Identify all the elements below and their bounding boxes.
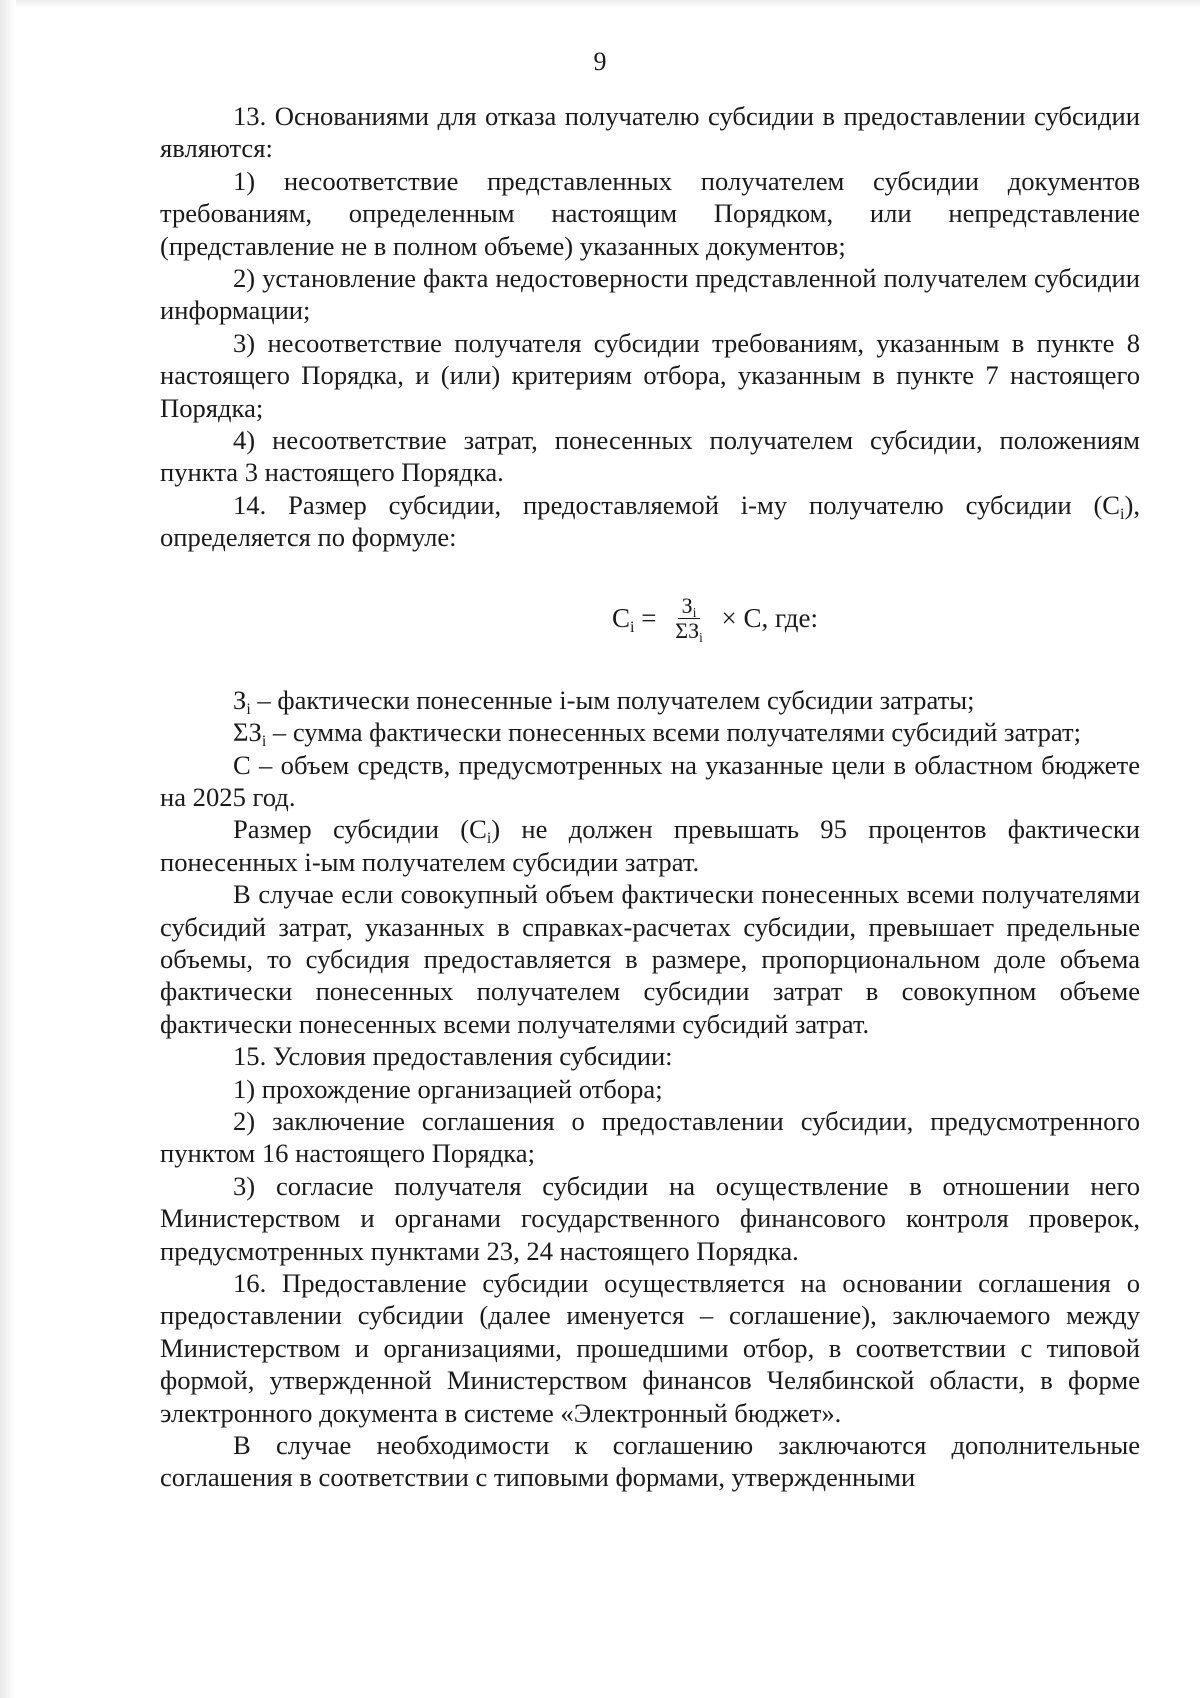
paragraph-15-item-2: 2) заключение соглашения о предоставлении субсидии, предусмотренного пунктом 16 настоящего Порядка;: [160, 1105, 1140, 1169]
paragraph-15-item-1: 1) прохождение организацией отбора;: [233, 1073, 663, 1104]
paragraph-15-heading: 15. Условия предоставления субсидии:: [233, 1041, 673, 1072]
page-number: 9: [593, 47, 607, 76]
paragraph-13-item-1: 1) несоответствие представленных получателем субсидии документов требованиям, определенным настоящим Порядком, или непредставление (представление не в полном объеме) указанных документов;: [160, 165, 1140, 261]
formula-equals: =: [634, 603, 664, 634]
formula-numerator: $З_i$: [678, 594, 701, 619]
paragraph-14-text-start: 14. Размер субсидии, предоставляемой i-му получателю субсидии (С: [233, 489, 1121, 520]
paragraph-14-subscript: i: [1120, 505, 1125, 523]
formula-lhs: $С_i$: [612, 603, 635, 637]
paragraph-size-limit: Размер субсидии $(С_i)$ не должен превышать 95 процентов фактически понесенных i-ым получателем субсидии затрат.: [160, 814, 1140, 877]
formula-rhs: × С, где:: [714, 603, 818, 634]
paragraph-16: 16. Предоставление субсидии осуществляется на основании соглашения о предоставлении субсидии (далее именуется – соглашение), заключаемого между Министерством и организациями, прошедшими отбор, в соответствии с типовой формой, утвержденной Министерством финансов Челябинской области, в форме электронного документа в системе «Электронный бюджет».: [160, 1268, 1140, 1428]
subsidy-formula: [160, 554, 1140, 684]
paragraph-14: [160, 489, 1140, 554]
paragraph-13-item-3: 3) несоответствие получателя субсидии требованиям, указанным в пункте 8 настоящего Порядка, и (или) критериям отбора, указанным в пункте 7 настоящего Порядка;: [160, 327, 1140, 423]
paragraph-14-text-end: ), определяется по формуле:: [160, 489, 1140, 553]
definition-sum-z-i: $\Sigma З_i$ – сумма фактически понесенных всеми получателями субсидий затрат;: [233, 717, 1082, 750]
formula-fraction: [671, 593, 707, 646]
scan-shadow-left: [0, 0, 16, 1698]
paragraph-13-item-4: 4) несоответствие затрат, понесенных получателем субсидии, положениям пункта 3 настоящего Порядка.: [160, 425, 1140, 488]
definition-c: С – объем средств, предусмотренных на указанные цели в областном бюджете на 2025 год.: [160, 749, 1140, 812]
scan-shadow-top: [0, 0, 1200, 8]
paragraph-additional-agreements: В случае необходимости к соглашению заключаются дополнительные соглашения в соответствии с типовыми формами, утвержденными: [160, 1430, 1140, 1493]
paragraph-proportional-reduction: В случае если совокупный объем фактически понесенных всеми получателями субсидий затрат, указанных в справках-расчетах субсидии, превышает предельные объемы, то субсидия предоставляется в размере, пропорциональном доле объема фактически понесенных получателем субсидии затрат в совокупном объеме фактически понесенных всеми получателями субсидий затрат.: [160, 879, 1140, 1039]
paragraph-13-item-2: 2) установление факта недостоверности представленной получателем субсидии информации;: [160, 263, 1140, 326]
paragraph-13-heading: 13. Основаниями для отказа получателю субсидии в предоставлении субсидии являются:: [160, 101, 1140, 164]
formula-denominator: $\Sigma З_i$: [675, 618, 703, 646]
document-body: [160, 100, 1140, 1494]
definition-z-i: $З_i$ – фактически понесенные i-ым получателем субсидии затраты;: [233, 684, 975, 718]
paragraph-15-item-3: 3) согласие получателя субсидии на осуществление в отношении него Министерством и органами государственного финансового контроля проверок, предусмотренных пунктами 23, 24 настоящего Порядка.: [160, 1170, 1140, 1266]
